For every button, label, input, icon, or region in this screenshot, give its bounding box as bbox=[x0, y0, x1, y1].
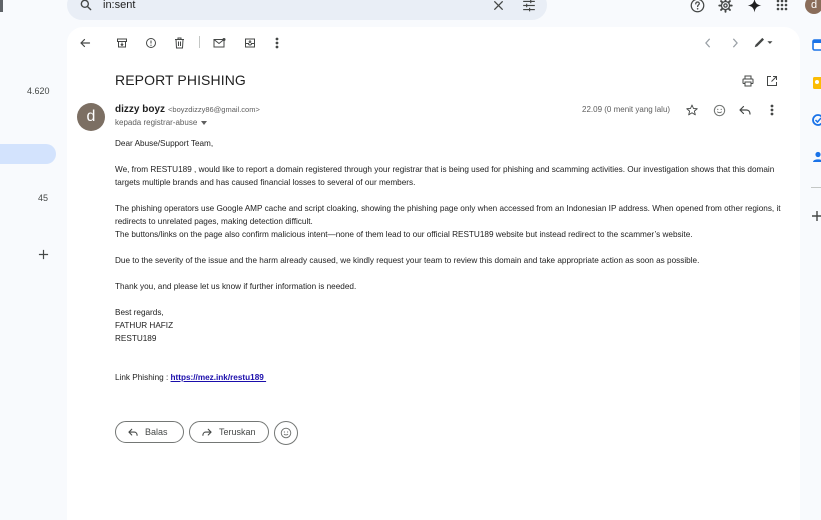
keep-icon[interactable] bbox=[812, 76, 821, 90]
sender-avatar[interactable]: d bbox=[77, 103, 105, 131]
reply-button[interactable] bbox=[115, 421, 184, 443]
tasks-icon[interactable] bbox=[812, 113, 821, 127]
recipient-line[interactable] bbox=[115, 118, 207, 127]
phishing-link[interactable]: https://mez.ink/restu189 bbox=[170, 373, 267, 382]
side-panel-divider bbox=[811, 187, 821, 188]
body-paragraph: The buttons/links on the page also confirm malicious intent—none of them lead to our official RESTU189 website but instead redirect to the scammer’s website. bbox=[115, 230, 693, 239]
star-icon[interactable] bbox=[685, 103, 699, 117]
sender-name[interactable]: dizzy boyz bbox=[115, 104, 166, 115]
email-body bbox=[115, 137, 785, 397]
sender-line bbox=[115, 104, 260, 115]
search-bar[interactable] bbox=[67, 0, 547, 20]
archive-icon[interactable] bbox=[114, 35, 129, 50]
body-greeting: Dear Abuse/Support Team, bbox=[115, 139, 214, 148]
get-addons-plus-icon[interactable] bbox=[812, 209, 821, 223]
contacts-icon[interactable] bbox=[812, 150, 821, 164]
reply-icon[interactable] bbox=[738, 103, 752, 117]
nav-count-label: 45 bbox=[38, 193, 49, 203]
search-icon[interactable] bbox=[78, 0, 94, 12]
body-paragraph: We, from RESTU189 , would like to report a domain registered through your registrar that is being used for phishing and scamming activities. Our investigation shows that this domain targets multiple brands and has caused financial losses to several of our members. bbox=[115, 165, 775, 187]
print-icon[interactable] bbox=[741, 74, 755, 88]
emoji-reaction-button[interactable] bbox=[274, 421, 298, 445]
open-new-window-icon[interactable] bbox=[765, 74, 779, 88]
newer-chevron-icon[interactable] bbox=[700, 35, 715, 50]
signoff: Best regards, bbox=[115, 308, 164, 317]
sender-email: <boyzdizzy86@gmail.com> bbox=[168, 105, 260, 114]
gear-icon[interactable] bbox=[717, 0, 734, 14]
account-avatar[interactable]: d bbox=[805, 0, 821, 14]
gemini-sparkle-icon[interactable] bbox=[746, 0, 762, 13]
forward-button-icon bbox=[202, 428, 212, 437]
signature-org: RESTU189 bbox=[115, 334, 157, 343]
signature-name: FATHUR HAFIZ bbox=[115, 321, 174, 330]
input-tools-icon[interactable] bbox=[752, 35, 776, 50]
older-chevron-icon[interactable] bbox=[727, 35, 742, 50]
forward-button-label: Teruskan bbox=[219, 427, 256, 437]
email-timestamp: 22.09 (0 menit yang lalu) bbox=[582, 105, 671, 114]
body-paragraph: Thank you, and please let us know if further information is needed. bbox=[115, 282, 357, 291]
search-input[interactable]: in:sent bbox=[103, 0, 136, 11]
phishing-link-label: Link Phishing : bbox=[115, 373, 171, 382]
add-reaction-icon[interactable] bbox=[712, 103, 726, 117]
toolbar-divider bbox=[199, 36, 200, 48]
add-label-icon[interactable] bbox=[36, 247, 50, 261]
email-subject: REPORT PHISHING bbox=[115, 72, 246, 88]
recipient-details-icon[interactable] bbox=[201, 121, 207, 125]
emoji-smile-icon bbox=[280, 427, 292, 439]
phishing-link-line bbox=[115, 371, 785, 384]
reply-button-icon bbox=[128, 428, 138, 437]
delete-icon[interactable] bbox=[172, 35, 187, 50]
search-options-icon[interactable] bbox=[520, 0, 538, 13]
back-arrow-icon[interactable] bbox=[77, 35, 92, 50]
mark-unread-icon[interactable] bbox=[212, 35, 227, 50]
more-vert-icon[interactable] bbox=[269, 35, 284, 50]
help-icon[interactable] bbox=[689, 0, 705, 13]
report-spam-icon[interactable] bbox=[143, 35, 158, 50]
recipient-text: kepada registrar-abuse bbox=[115, 118, 198, 127]
clear-search-icon[interactable] bbox=[490, 0, 506, 13]
calendar-icon[interactable] bbox=[812, 38, 821, 52]
body-paragraph: Due to the severity of the issue and the harm already caused, we kindly request your team to review this domain and take appropriate action as soon as possible. bbox=[115, 256, 700, 265]
move-to-icon[interactable] bbox=[242, 35, 257, 50]
forward-button[interactable] bbox=[189, 421, 269, 443]
apps-grid-icon[interactable] bbox=[774, 0, 790, 13]
nav-item-selected[interactable] bbox=[0, 144, 56, 164]
body-paragraph: The phishing operators use Google AMP cache and script cloaking, showing the phishing page only when accessed from an Indonesian IP address. When opened from other regions, it redirects to unrelated pages, making detection difficult. bbox=[115, 204, 781, 226]
message-more-icon[interactable] bbox=[765, 103, 779, 117]
nav-count-inbox: 4.620 bbox=[27, 86, 50, 96]
nav-edge-mark bbox=[0, 0, 3, 12]
reply-button-label: Balas bbox=[145, 427, 168, 437]
